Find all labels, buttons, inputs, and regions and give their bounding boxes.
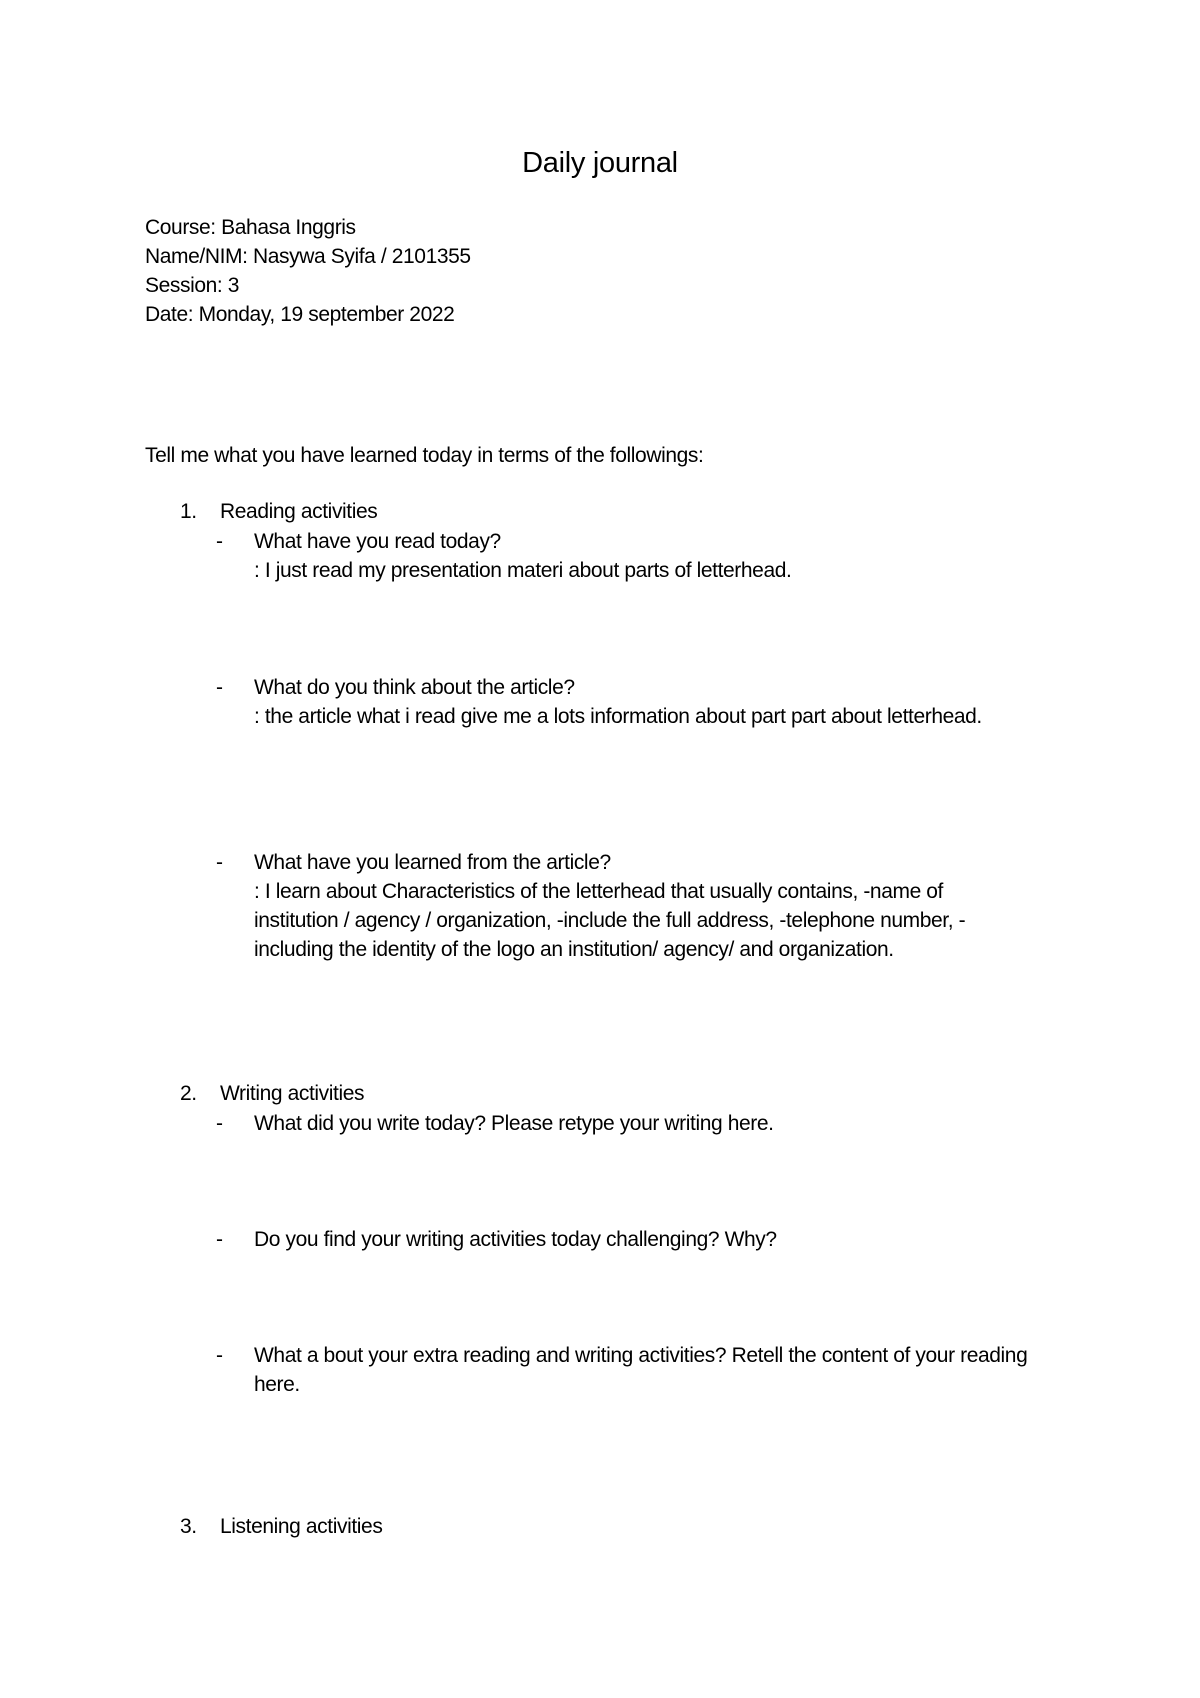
- reading-item-learned-article: [216, 848, 1076, 964]
- reading-item-read-today: [216, 527, 1076, 585]
- section-number: 3.: [180, 1515, 197, 1538]
- answer-text: : I just read my presentation materi about parts of letterhead.: [254, 559, 792, 582]
- section-title: Listening activities: [220, 1515, 383, 1538]
- section-number: 2.: [180, 1082, 197, 1105]
- answer-text: : the article what i read give me a lots information about part part about letterhead.: [254, 705, 982, 728]
- meta-date: Date: Monday, 19 september 2022: [145, 303, 455, 326]
- journal-meta: [145, 213, 471, 329]
- question-text: What have you read today?: [254, 530, 501, 553]
- bullet-dash: -: [216, 1112, 223, 1135]
- question-text: What do you think about the article?: [254, 676, 575, 699]
- question-text: What a bout your extra reading and writing activities? Retell the content of your reading here.: [254, 1344, 1028, 1396]
- writing-item-write-today: [216, 1109, 1076, 1138]
- section-writing-heading: [180, 1080, 364, 1108]
- bullet-dash: -: [216, 1228, 223, 1251]
- meta-name-nim: Name/NIM: Nasywa Syifa / 2101355: [145, 245, 471, 268]
- section-number: 1.: [180, 500, 197, 523]
- section-title: Reading activities: [220, 500, 378, 523]
- bullet-dash: -: [216, 1344, 223, 1367]
- section-reading-heading: [180, 498, 377, 526]
- section-title: Writing activities: [220, 1082, 365, 1105]
- writing-item-extra-reading: [216, 1341, 1076, 1399]
- meta-session: Session: 3: [145, 274, 240, 297]
- question-text: Do you find your writing activities today challenging? Why?: [254, 1228, 777, 1251]
- meta-course: Course: Bahasa Inggris: [145, 216, 356, 239]
- question-text: What did you write today? Please retype your writing here.: [254, 1112, 774, 1135]
- bullet-dash: -: [216, 676, 223, 699]
- bullet-dash: -: [216, 530, 223, 553]
- answer-text: : I learn about Characteristics of the letterhead that usually contains, -name of institution / agency / organization, -include the full address, -telephone number, -including the identity of the logo an institution/ agency/ and organization.: [254, 880, 966, 961]
- section-listening-heading: [180, 1513, 382, 1541]
- writing-item-challenging: [216, 1225, 1076, 1254]
- question-text: What have you learned from the article?: [254, 851, 611, 874]
- reading-item-think-article: [216, 673, 1076, 731]
- page-title: Daily journal: [522, 147, 678, 179]
- intro-prompt: Tell me what you have learned today in terms of the followings:: [145, 444, 704, 467]
- bullet-dash: -: [216, 851, 223, 874]
